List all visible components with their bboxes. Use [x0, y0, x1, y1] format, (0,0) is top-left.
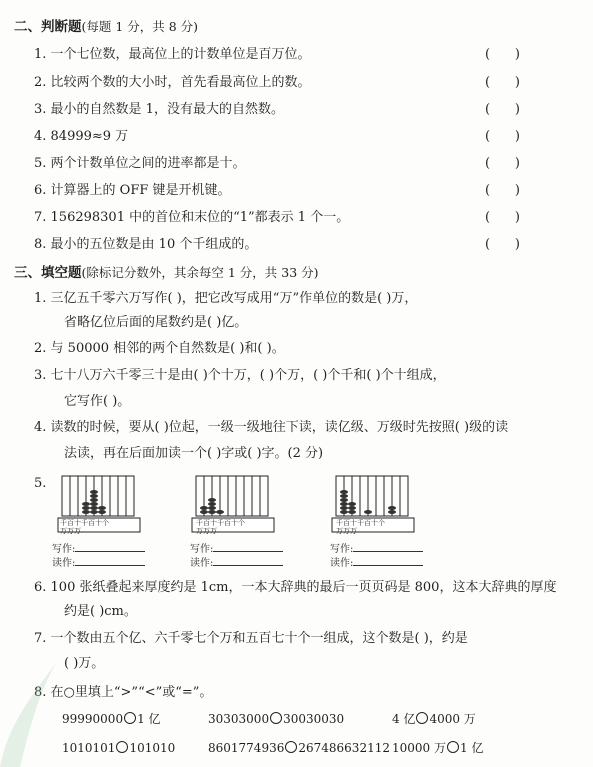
answer-paren-2[interactable]: ( ) — [485, 75, 520, 90]
answer-paren-1[interactable]: ( ) — [485, 47, 520, 62]
abacus-2-write[interactable]: 写作: — [190, 541, 283, 557]
fill-q4-line1: 4. 读数的时候，要从( )位起，一级一级地往下读，读亿级、万级时先按照( )级的读 — [34, 420, 509, 435]
answer-paren-3[interactable]: ( ) — [485, 102, 520, 117]
answer-paren-4[interactable]: ( ) — [485, 129, 520, 144]
compare-circle-3[interactable] — [416, 712, 428, 724]
abacus-1-read[interactable]: 读作: — [52, 555, 145, 571]
fill-q3-line2: 它写作( )。 — [64, 394, 131, 409]
compare-item-6: 10000 万 1 亿 — [392, 741, 484, 755]
fill-q8: 8. 在○里填上“>”“<”或“=”。 — [34, 685, 213, 700]
section2-header — [14, 18, 198, 36]
abacus-1-place-labels: 千百十千百十个 万万万 — [60, 519, 109, 535]
fill-q5: 5. — [34, 476, 47, 491]
section2-title: 二、判断题 — [14, 19, 82, 35]
compare-item-5: 8601774936 267486632112 — [208, 741, 390, 755]
section2-note: (每题 1 分，共 8 分) — [81, 19, 199, 34]
fill-q6-line1: 6. 100 张纸叠起来厚度约是 1cm，一本大辞典的最后一页页码是 800，这本大辞典的厚度 — [34, 580, 557, 595]
compare-circle-5[interactable] — [285, 741, 297, 753]
fill-q7-line2: ( )万。 — [64, 656, 105, 671]
fill-q7-line1: 7. 一个数由五个亿、六千零七个万和五百七十个一组成，这个数是( )，约是 — [34, 631, 468, 646]
abacus-3-place-labels: 千百十千百十个 万万万 — [336, 519, 385, 535]
section3-note: (除标记分数外，其余每空 1 分，共 33 分) — [81, 265, 319, 280]
compare-circle-4[interactable] — [116, 741, 128, 753]
fill-q4-line2: 法读，再在后面加读一个( )字或( )字。(2 分) — [64, 446, 324, 461]
answer-paren-5[interactable]: ( ) — [485, 156, 520, 171]
fill-q3-line1: 3. 七十八万六千零三十是由( )个十万，( )个万，( )个千和( )个十组成， — [34, 368, 446, 383]
judge-item-3: 3. 最小的自然数是 1，没有最大的自然数。 — [34, 102, 284, 117]
fill-q6-line2: 约是( )cm。 — [64, 604, 137, 619]
compare-item-3: 4 亿 4000 万 — [392, 712, 476, 726]
compare-item-1: 99990000 1 亿 — [62, 712, 161, 726]
abacus-2-place-labels: 千百十千百十个 万万万 — [196, 519, 245, 535]
fill-q2: 2. 与 50000 相邻的两个自然数是( )和( )。 — [34, 341, 285, 356]
judge-item-5: 5. 两个计数单位之间的进率都是十。 — [34, 156, 246, 171]
judge-item-1: 1. 一个七位数，最高位上的计数单位是百万位。 — [34, 47, 311, 62]
judge-item-2: 2. 比较两个数的大小时，首先看最高位上的数。 — [34, 75, 311, 90]
compare-circle-1[interactable] — [124, 712, 136, 724]
section3-header — [14, 264, 319, 282]
answer-paren-8[interactable]: ( ) — [485, 237, 520, 252]
answer-paren-7[interactable]: ( ) — [485, 210, 520, 225]
judge-item-6: 6. 计算器上的 OFF 键是开机键。 — [34, 183, 231, 198]
compare-item-2: 30303000 30030030 — [208, 712, 345, 726]
compare-circle-2[interactable] — [270, 712, 282, 724]
abacus-3-read[interactable]: 读作: — [330, 555, 423, 571]
abacus-2-read[interactable]: 读作: — [190, 555, 283, 571]
compare-circle-6[interactable] — [447, 741, 459, 753]
abacus-3-write[interactable]: 写作: — [330, 541, 423, 557]
watermark-leaf-icon — [0, 627, 60, 767]
judge-item-8: 8. 最小的五位数是由 10 个千组成的。 — [34, 237, 258, 252]
compare-item-4: 1010101 101010 — [62, 741, 176, 755]
fill-q1-line2: 省略亿位后面的尾数约是( )亿。 — [64, 315, 248, 330]
section3-title: 三、填空题 — [14, 265, 82, 281]
judge-item-4: 4. 84999≈9 万 — [34, 129, 129, 144]
abacus-1-write[interactable]: 写作: — [52, 541, 145, 557]
judge-item-7: 7. 156298301 中的首位和末位的“1”都表示 1 个一。 — [34, 210, 350, 225]
fill-q1-line1: 1. 三亿五千零六万写作( )，把它改写成用“万”作单位的数是( )万， — [34, 291, 418, 306]
answer-paren-6[interactable]: ( ) — [485, 183, 520, 198]
